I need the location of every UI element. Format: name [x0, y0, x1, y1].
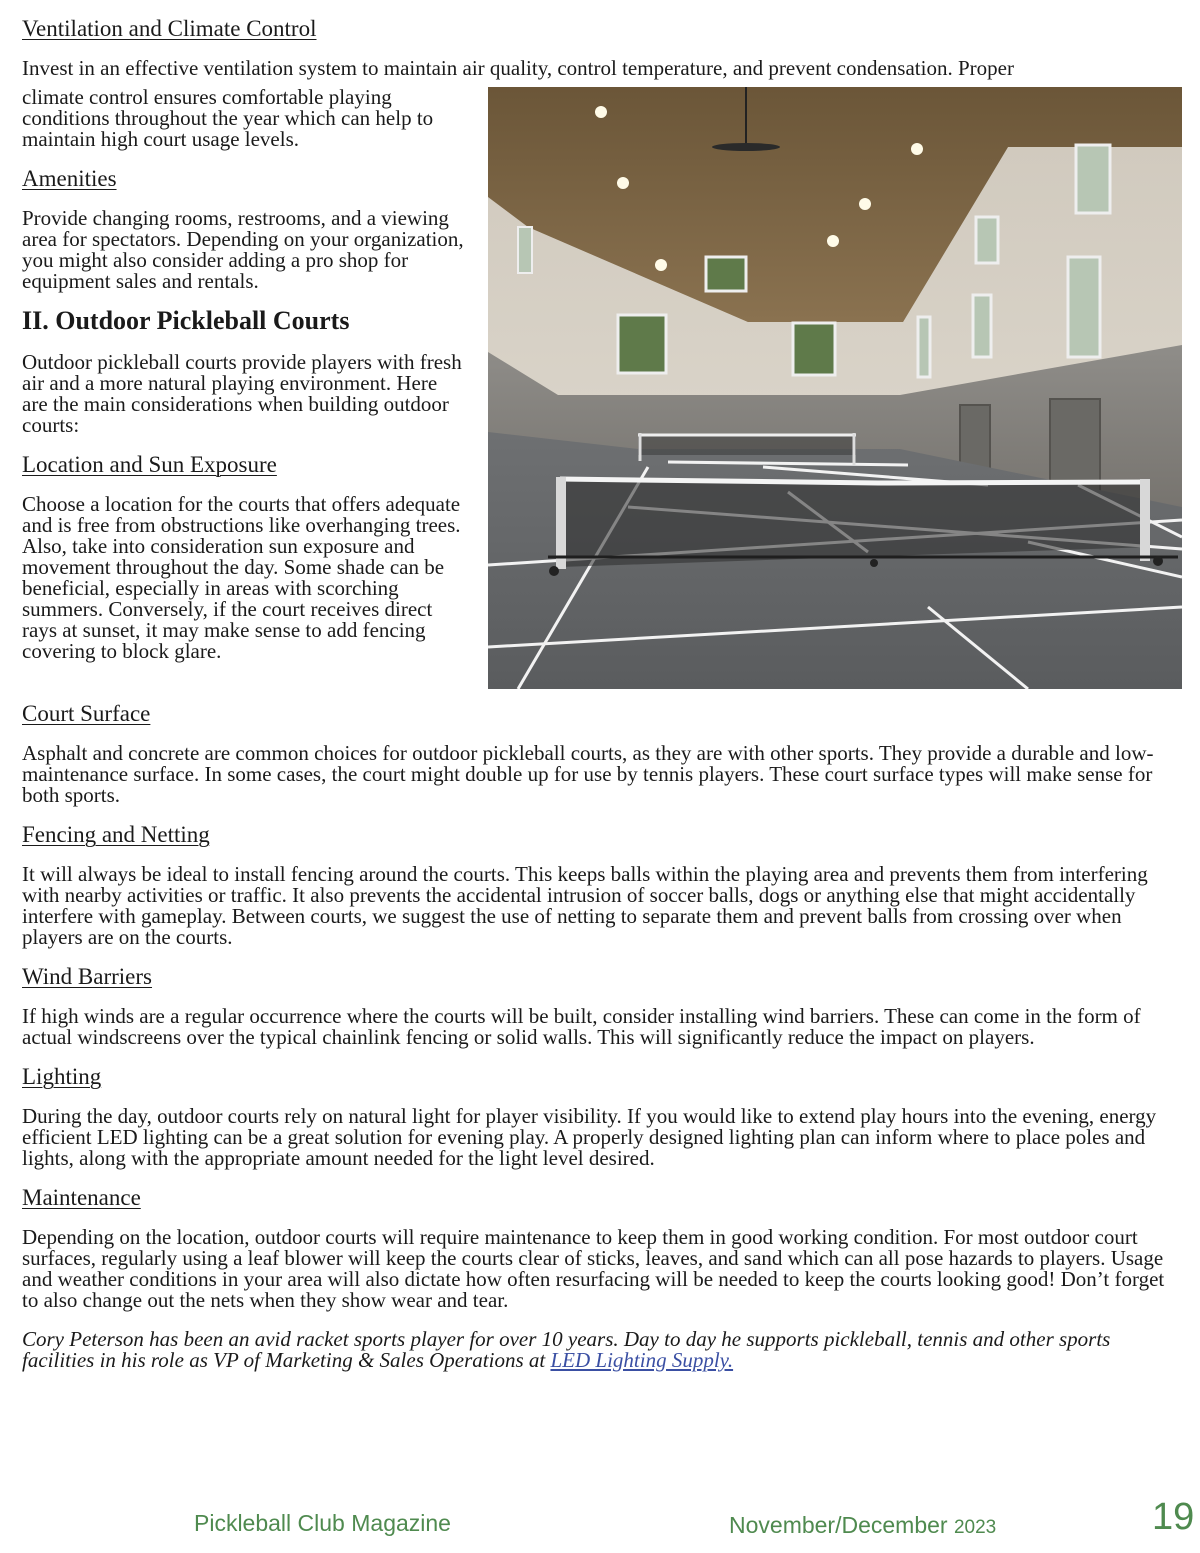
- footer-issue: [729, 1512, 996, 1539]
- author-byline-text: Cory Peterson has been an avid racket sports player for over 10 years. Day to day he supports pickleball, tennis and other sports facilities in his role as VP of Marketing & Sales Operations at: [22, 1327, 1111, 1372]
- indoor-court-photo: [488, 87, 1182, 689]
- heading-court-surface: Court Surface: [22, 701, 151, 726]
- para-ventilation-line1: Invest in an effective ventilation system to maintain air quality, control temperature, and prevent condensation. Proper: [22, 56, 1014, 80]
- heading-lighting: Lighting: [22, 1064, 102, 1089]
- heading-location: Location and Sun Exposure: [22, 452, 277, 477]
- section-title-outdoor: II. Outdoor Pickleball Courts: [22, 306, 350, 335]
- heading-fencing: Fencing and Netting: [22, 822, 210, 847]
- footer-page-number: 19: [1152, 1496, 1195, 1538]
- author-byline: [22, 1329, 1182, 1371]
- footer-issue-months: November/December: [729, 1512, 948, 1538]
- para-ventilation-rest-text: climate control ensures comfortable playing conditions throughout the year which can help to maintain high court usage levels.: [22, 85, 434, 151]
- para-lighting: During the day, outdoor courts rely on natural light for player visibility. If you would like to extend play hours into the evening, energy efficient LED lighting can be a great solution for evening play. A properly designed lighting plan can inform where to place poles and lights, along with the appropriate amount needed for the light level desired.: [22, 1104, 1157, 1170]
- para-wind: If high winds are a regular occurrence where the courts will be built, consider installing wind barriers. These can come in the form of actual windscreens over the typical chainlink fencing or solid walls. This will significantly reduce the impact on players.: [22, 1004, 1141, 1049]
- heading-ventilation: Ventilation and Climate Control: [22, 16, 317, 41]
- heading-amenities: Amenities: [22, 166, 117, 191]
- article: [22, 14, 1182, 1371]
- para-court-surface: Asphalt and concrete are common choices for outdoor pickleball courts, as they are with other sports. They provide a durable and low-maintenance surface. In some cases, the court might double up for use by tennis players. These court surface types will make sense for both sports.: [22, 741, 1154, 807]
- para-amenities: Provide changing rooms, restrooms, and a viewing area for spectators. Depending on your organization, you might also consider adding a pro shop for equipment sales and rentals.: [22, 206, 464, 293]
- led-lighting-supply-link[interactable]: LED Lighting Supply.: [550, 1348, 734, 1372]
- para-location: Choose a location for the courts that offers adequate and is free from obstructions like overhanging trees. Also, take into consideration sun exposure and movement throughout the day. Some shade can be beneficial, especially in areas with scorching summers. Conversely, if the court receives direct rays at sunset, it may make sense to add fencing covering to block glare.: [22, 492, 461, 663]
- heading-wind: Wind Barriers: [22, 964, 153, 989]
- footer-magazine-name: Pickleball Club Magazine: [194, 1510, 451, 1536]
- footer-issue-year: 2023: [953, 1517, 997, 1538]
- para-outdoor-intro: Outdoor pickleball courts provide players with fresh air and a more natural playing environment. Here are the main considerations when building outdoor courts:: [22, 350, 462, 437]
- para-ventilation: [22, 58, 1182, 79]
- page-footer: [0, 1496, 1200, 1546]
- para-fencing: It will always be ideal to install fencing around the courts. This keeps balls within the playing area and prevents them from interfering with nearby activities or traffic. It also prevents the accidental intrusion of soccer balls, dogs or anything else that might accidentally interfere with gameplay. Between courts, we suggest the use of netting to separate them and prevent balls from crossing over when players are on the courts.: [22, 862, 1148, 949]
- indoor-court-photo-svg: [488, 87, 1182, 689]
- para-maintenance: Depending on the location, outdoor courts will require maintenance to keep them in good working condition. For most outdoor court surfaces, regularly using a leaf blower will keep the courts clear of sticks, leaves, and sand which can all pose hazards to players. Usage and weather conditions in your area will also dictate how often resurfacing will be needed to keep the courts looking good! Don’t forget to also change out the nets when they show wear and tear.: [22, 1225, 1165, 1312]
- heading-maintenance: Maintenance: [22, 1185, 141, 1210]
